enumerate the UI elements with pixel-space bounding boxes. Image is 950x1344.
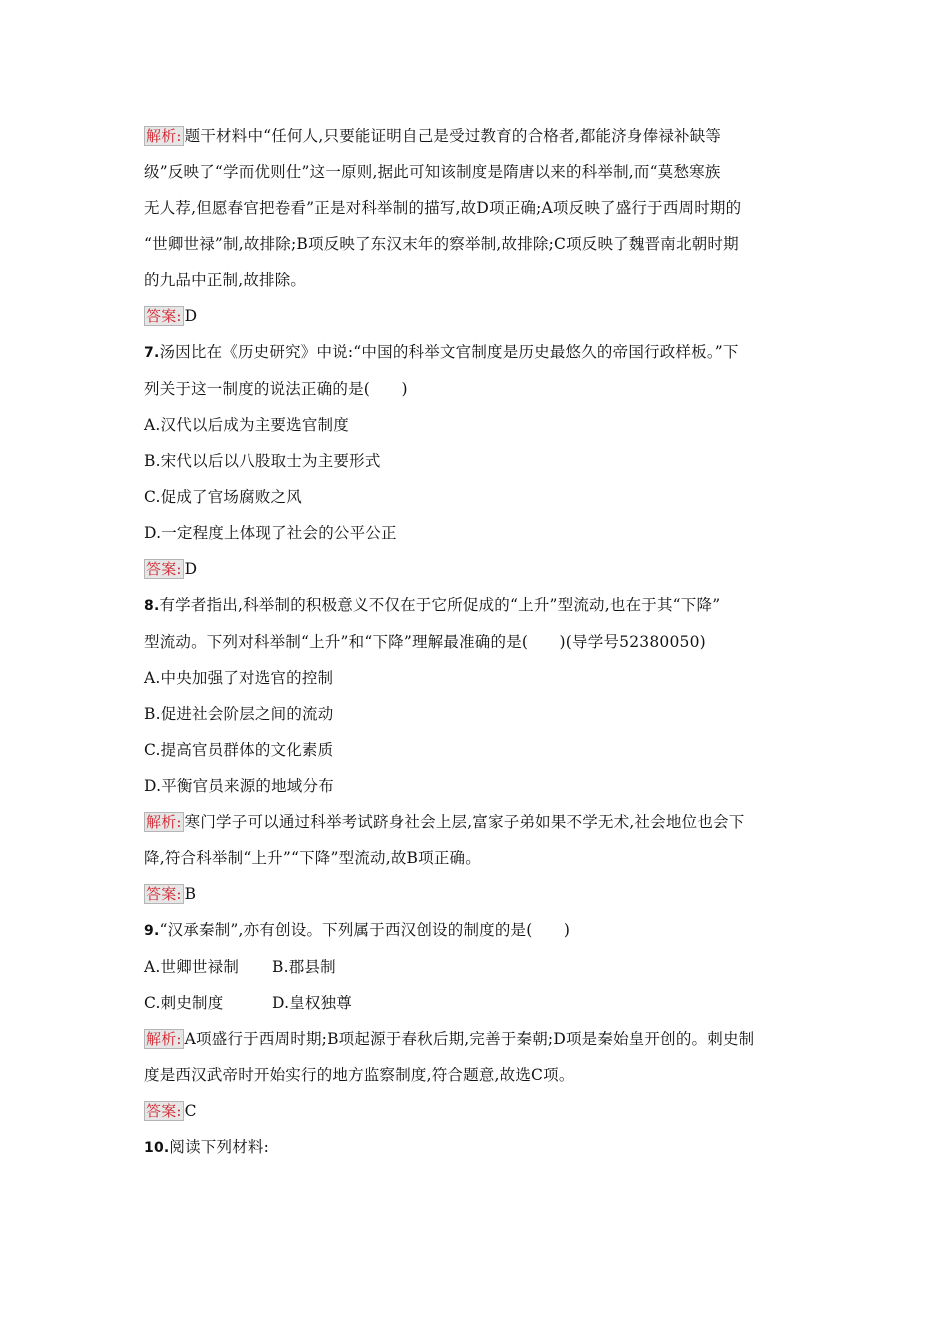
answer-tag: 答案:	[146, 560, 182, 578]
q8-analysis-line-2: 降,符合科举制“上升”“下降”型流动,故B项正确。	[144, 849, 481, 867]
q9-option-b: B.郡县制	[272, 958, 336, 976]
q8-analysis-line-1: 解析: 寒门学子可以通过科举考试跻身社会上层,富家子弟如果不学无术,社会地位也会下	[146, 813, 745, 831]
question-number: 7.	[144, 345, 160, 361]
q9-analysis-line-2: 度是西汉武帝时开始实行的地方监察制度,符合题意,故选C项。	[144, 1066, 575, 1084]
q6-analysis-line-1: 解析: 题干材料中“任何人,只要能证明自己是受过教育的合格者,都能济身俸禄补缺等	[146, 127, 722, 145]
analysis-tag: 解析:	[146, 813, 182, 831]
q9-analysis-line-1: 解析: A项盛行于西周时期;B项起源于春秋后期,完善于秦朝;D项是秦始皇开创的。刺史制	[146, 1030, 755, 1048]
question-number: 9.	[144, 923, 160, 939]
q9-stem: 9.“汉承秦制”,亦有创设。下列属于西汉创设的制度的是( )	[144, 921, 571, 939]
q9-option-c: C.刺史制度	[144, 994, 224, 1012]
answer-tag: 答案:	[146, 885, 182, 903]
analysis-tag: 解析:	[146, 127, 182, 145]
q9-options-row-1	[144, 949, 810, 985]
content	[144, 118, 810, 1166]
question-number: 8.	[144, 598, 160, 614]
q6-analysis-line-2: 级”反映了“学而优则仕”这一原则,据此可知该制度是隋唐以来的科举制,而“莫愁寒族	[144, 163, 721, 181]
q7-stem-line-1: 7.汤因比在《历史研究》中说:“中国的科举文官制度是历史最悠久的帝国行政样板。”下	[144, 343, 739, 361]
q7-stem-line-2: 列关于这一制度的说法正确的是( )	[144, 380, 408, 398]
question-number: 10.	[144, 1140, 170, 1156]
answer-tag: 答案:	[146, 307, 182, 325]
q6-answer: 答案: D	[146, 307, 198, 325]
q8-stem-line-2: 型流动。下列对科举制“上升”和“下降”理解最准确的是( )(导学号52380050)	[144, 633, 706, 651]
q9-option-d: D.皇权独尊	[272, 994, 353, 1012]
q7-option-b: B.宋代以后以八股取士为主要形式	[144, 452, 381, 470]
q8-option-c: C.提高官员群体的文化素质	[144, 741, 334, 759]
answer-tag: 答案:	[146, 1102, 182, 1120]
q6-analysis-line-3: 无人荐,但愿春官把卷看”正是对科举制的描写,故D项正确;A项反映了盛行于西周时期的	[144, 199, 742, 217]
q8-option-a: A.中央加强了对选官的控制	[144, 669, 334, 687]
q8-stem-line-1: 8.有学者指出,科举制的积极意义不仅在于它所促成的“上升”型流动,也在于其“下降”	[144, 596, 721, 614]
q10-stem: 10.阅读下列材料:	[144, 1138, 270, 1156]
q6-analysis-line-4: “世卿世禄”制,故排除;B项反映了东汉末年的察举制,故排除;C项反映了魏晋南北朝时期	[144, 235, 739, 253]
q9-options-row-2	[144, 985, 810, 1021]
q7-option-d: D.一定程度上体现了社会的公平公正	[144, 524, 397, 542]
q6-analysis-line-5: 的九品中正制,故排除。	[144, 271, 307, 289]
q7-option-a: A.汉代以后成为主要选官制度	[144, 416, 349, 434]
q8-option-b: B.促进社会阶层之间的流动	[144, 705, 334, 723]
q9-option-a: A.世卿世禄制	[144, 958, 240, 976]
q8-answer: 答案: B	[146, 885, 197, 903]
q8-option-d: D.平衡官员来源的地域分布	[144, 777, 334, 795]
analysis-tag: 解析:	[146, 1030, 182, 1048]
q7-answer: 答案: D	[146, 560, 198, 578]
q7-option-c: C.促成了官场腐败之风	[144, 488, 302, 506]
q9-answer: 答案: C	[146, 1102, 197, 1120]
